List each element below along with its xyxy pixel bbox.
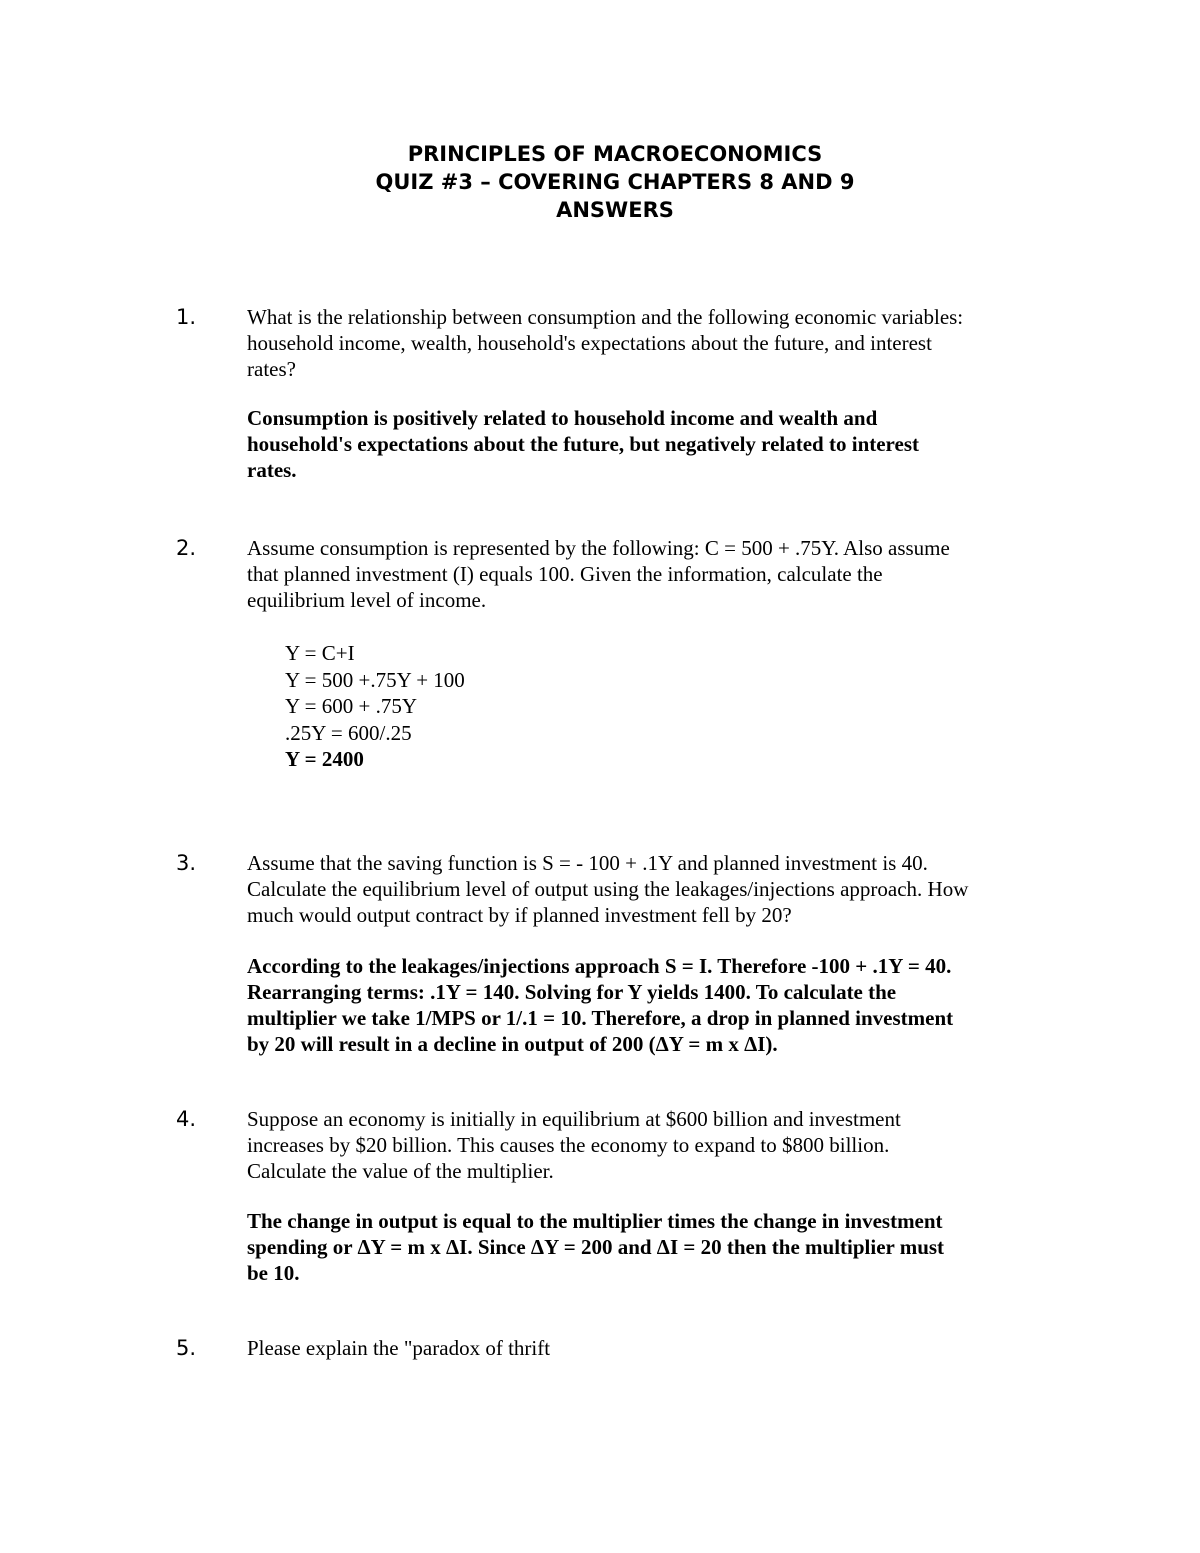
question-line: increases by $20 billion. This causes the economy to expand to $800 billion. xyxy=(247,1133,890,1157)
question-number-3: 3. xyxy=(176,851,197,875)
answer-line: The change in output is equal to the multiplier times the change in investment xyxy=(247,1209,943,1233)
question-line: household income, wealth, household's expectations about the future, and interest xyxy=(247,331,932,355)
answer-line: multiplier we take 1/MPS or 1/.1 = 10. Therefore, a drop in planned investment xyxy=(247,1006,954,1030)
question-line: much would output contract by if planned investment fell by 20? xyxy=(247,903,792,927)
question-line: rates? xyxy=(247,357,296,381)
answer-line: by 20 will result in a decline in output of 200 (ΔY = m x ΔI). xyxy=(247,1032,778,1056)
equilibrium-calculation xyxy=(285,640,465,773)
calculation-step: .25Y = 600/.25 xyxy=(285,720,412,745)
calculation-step: Y = 500 +.75Y + 100 xyxy=(285,667,465,692)
answer-4-text xyxy=(247,1208,1067,1286)
question-line: What is the relationship between consumption and the following economic variables: xyxy=(247,305,964,329)
question-number-5: 5. xyxy=(176,1336,197,1360)
answer-1-text xyxy=(247,405,1067,483)
title-line: PRINCIPLES OF MACROECONOMICS xyxy=(407,142,823,166)
calculation-result: Y = 2400 xyxy=(285,747,364,771)
calculation-step: Y = 600 + .75Y xyxy=(285,694,417,718)
question-3-text xyxy=(247,850,1067,928)
question-line: Calculate the value of the multiplier. xyxy=(247,1159,554,1183)
answer-line: be 10. xyxy=(247,1261,300,1285)
answer-3-text xyxy=(247,953,1067,1057)
answer-line: rates. xyxy=(247,458,297,482)
question-number-1: 1. xyxy=(176,305,197,329)
answer-line: Rearranging terms: .1Y = 140. Solving for Y yields 1400. To calculate the xyxy=(247,980,897,1004)
question-line: Calculate the equilibrium level of output using the leakages/injections approach. How xyxy=(247,877,969,901)
question-line: Suppose an economy is initially in equilibrium at $600 billion and investment xyxy=(247,1107,901,1131)
question-2-text xyxy=(247,535,1067,613)
document-title xyxy=(0,140,1200,224)
answer-line: Consumption is positively related to household income and wealth and xyxy=(247,406,878,430)
answer-line: spending or ΔY = m x ΔI. Since ΔY = 200 and ΔI = 20 then the multiplier must xyxy=(247,1235,945,1259)
question-line: Please explain the "paradox of thrift xyxy=(247,1336,551,1360)
question-number-4: 4. xyxy=(176,1107,197,1131)
question-line: Assume that the saving function is S = - 100 + .1Y and planned investment is 40. xyxy=(247,851,928,875)
answers-heading: ANSWERS xyxy=(556,198,674,222)
question-4-text xyxy=(247,1106,1067,1184)
question-5-text xyxy=(247,1335,1067,1361)
question-line: equilibrium level of income. xyxy=(247,588,487,612)
question-line: that planned investment (I) equals 100. Given the information, calculate the xyxy=(247,562,883,586)
question-line: Assume consumption is represented by the following: C = 500 + .75Y. Also assume xyxy=(247,536,950,560)
calculation-step: Y = C+I xyxy=(285,641,355,665)
subtitle-line: QUIZ #3 – COVERING CHAPTERS 8 AND 9 xyxy=(375,170,855,194)
answer-line: household's expectations about the future, but negatively related to interest xyxy=(247,432,919,456)
question-1-text xyxy=(247,304,1067,382)
question-number-2: 2. xyxy=(176,536,197,560)
answer-line: According to the leakages/injections approach S = I. Therefore -100 + .1Y = 40. xyxy=(247,954,952,978)
